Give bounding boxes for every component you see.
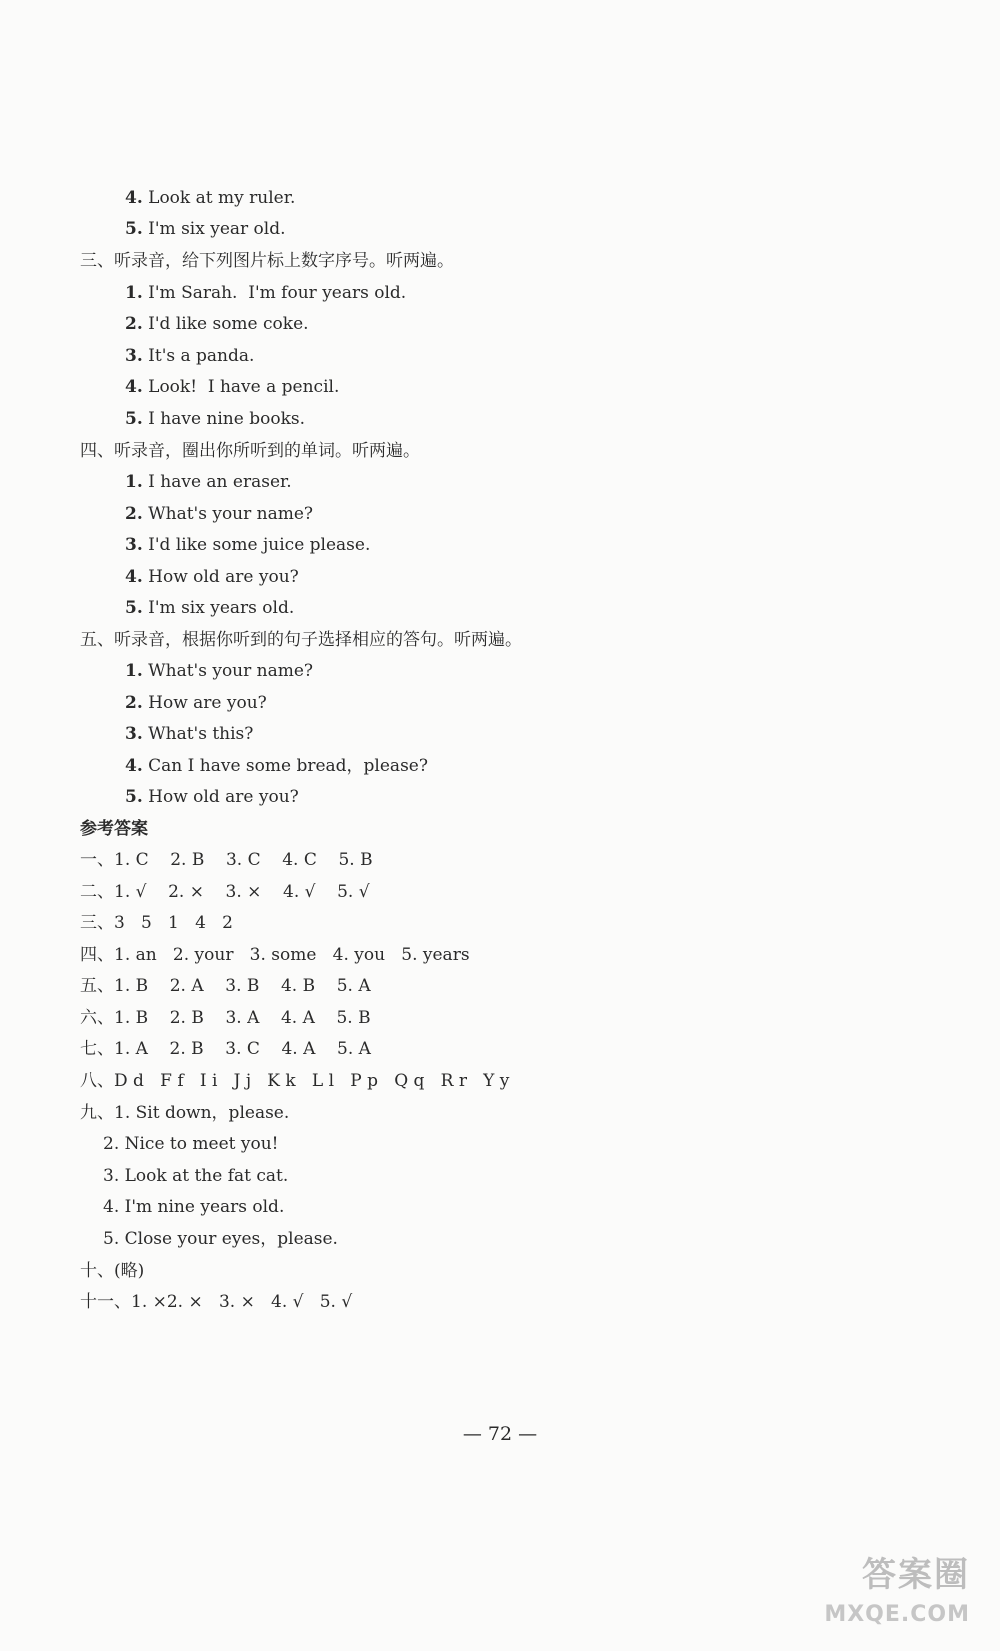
watermark-cn: 答案圈 bbox=[862, 1555, 970, 1595]
script-line: 2. How are you? bbox=[125, 693, 267, 713]
answer-line: 三、3 5 1 4 2 bbox=[80, 913, 233, 933]
script-line: 3. I'd like some juice please. bbox=[125, 535, 371, 555]
answer-line: 2. Nice to meet you! bbox=[103, 1134, 279, 1154]
answer-line: 五、1. B 2. A 3. B 4. B 5. A bbox=[80, 976, 371, 996]
answers-heading: 参考答案 bbox=[80, 819, 148, 839]
script-line: 1. I have an eraser. bbox=[125, 472, 292, 492]
script-line: 2. What's your name? bbox=[125, 504, 314, 524]
script-line: 5. I'm six year old. bbox=[125, 219, 286, 239]
answer-line: 4. I'm nine years old. bbox=[103, 1197, 285, 1217]
section-heading: 四、听录音，圈出你所听到的单词。听两遍。 bbox=[80, 441, 420, 461]
watermark-logo bbox=[795, 1547, 970, 1627]
answer-line: 3. Look at the fat cat. bbox=[103, 1166, 289, 1186]
answer-line: 一、1. C 2. B 3. C 4. C 5. B bbox=[80, 850, 373, 870]
script-line: 4. Look! I have a pencil. bbox=[125, 377, 340, 397]
script-line: 1. What's your name? bbox=[125, 661, 314, 681]
script-line: 5. I'm six years old. bbox=[125, 598, 295, 618]
page-number: — 72 — bbox=[462, 1423, 538, 1445]
script-line: 3. It's a panda. bbox=[125, 346, 255, 366]
script-line: 4. Look at my ruler. bbox=[125, 188, 296, 208]
answer-line: 九、1. Sit down，please. bbox=[80, 1103, 290, 1123]
answer-line: 八、D d F f I i J j K k L l P p Q q R r Y y bbox=[80, 1071, 510, 1091]
script-line: 4. Can I have some bread，please? bbox=[125, 756, 428, 776]
answer-line: 十一、1. ×2. × 3. × 4. √ 5. √ bbox=[80, 1292, 353, 1312]
script-line: 4. How old are you? bbox=[125, 567, 299, 587]
section-heading: 五、听录音，根据你听到的句子选择相应的答句。听两遍。 bbox=[80, 630, 522, 650]
script-line: 3. What's this? bbox=[125, 724, 254, 744]
answer-line: 5. Close your eyes，please. bbox=[103, 1229, 338, 1249]
script-line: 5. I have nine books. bbox=[125, 409, 306, 429]
answer-line: 七、1. A 2. B 3. C 4. A 5. A bbox=[80, 1039, 371, 1059]
watermark-en: MXQE.COM bbox=[824, 1602, 970, 1627]
answer-line: 四、1. an 2. your 3. some 4. you 5. years bbox=[80, 945, 470, 965]
answer-line: 二、1. √ 2. × 3. × 4. √ 5. √ bbox=[80, 882, 370, 902]
answer-line: 十、(略) bbox=[80, 1261, 145, 1281]
answer-line: 六、1. B 2. B 3. A 4. A 5. B bbox=[80, 1008, 371, 1028]
section-heading: 三、听录音，给下列图片标上数字序号。听两遍。 bbox=[80, 251, 454, 271]
script-line: 5. How old are you? bbox=[125, 787, 299, 807]
script-line: 2. I'd like some coke. bbox=[125, 314, 309, 334]
script-line: 1. I'm Sarah. I'm four years old. bbox=[125, 283, 407, 303]
